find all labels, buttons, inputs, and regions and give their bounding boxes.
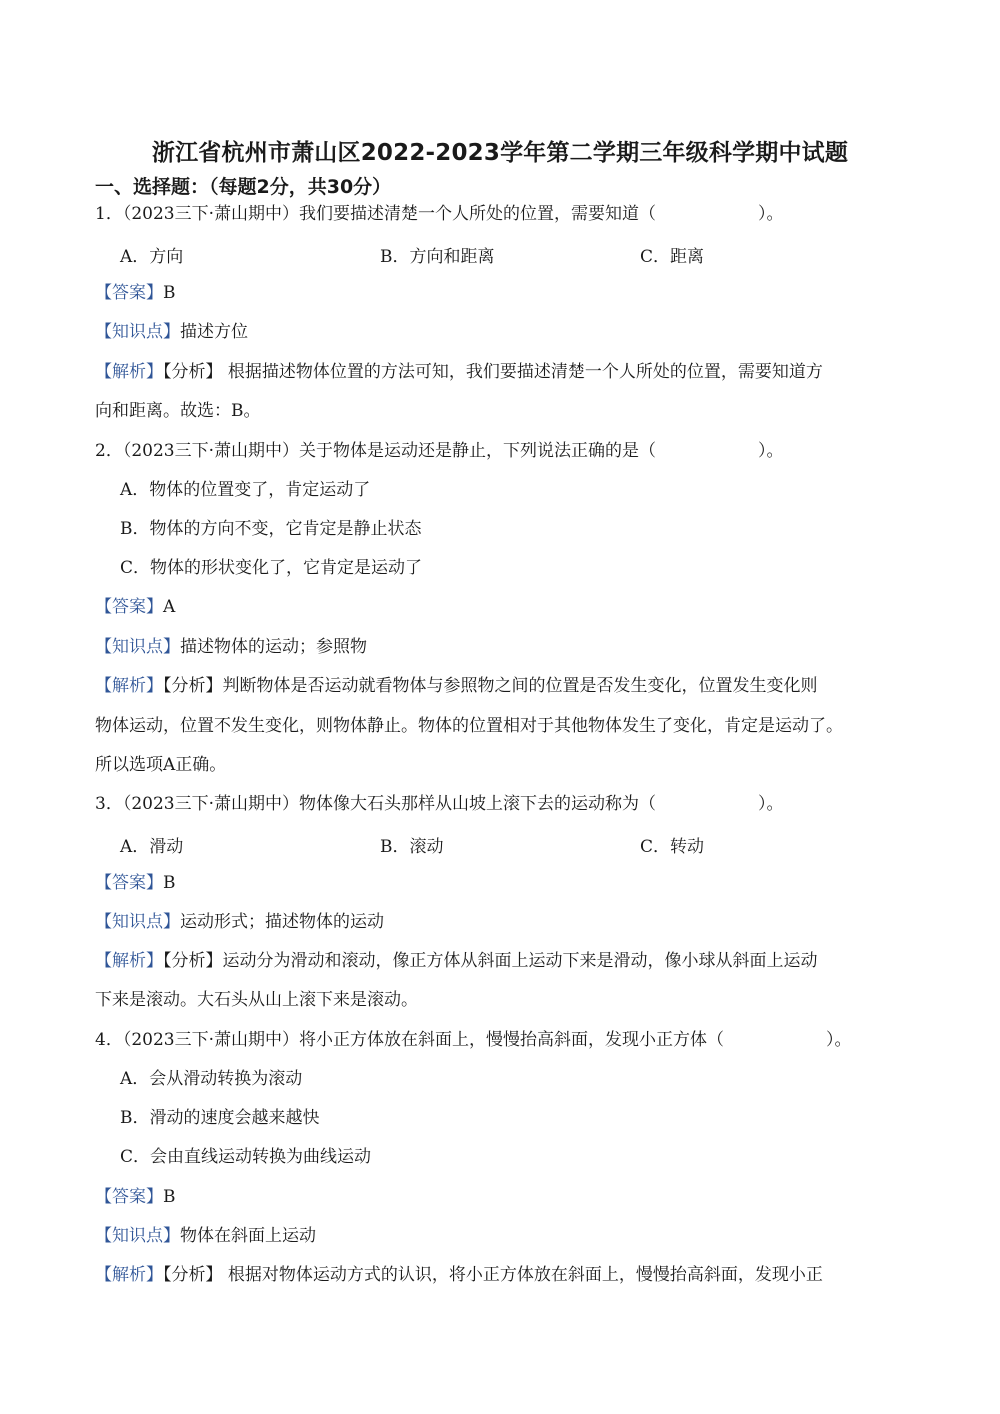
question-3-stem: 3．（2023三下·萧山期中）物体像大石头那样从山坡上滚下去的运动称为（ ）。	[95, 794, 784, 814]
question-3-option-c: C．转动	[640, 837, 705, 857]
knowledge-value: 运动形式；描述物体的运动	[180, 912, 384, 932]
question-3-analysis-cont: 下来是滚动。大石头从山上滚下来是滚动。	[95, 990, 418, 1010]
question-1-option-c: C．距离	[640, 247, 705, 267]
page-title: 浙江省杭州市萧山区2022-2023学年第二学期三年级科学期中试题	[151, 140, 849, 166]
knowledge-tag: 【知识点】	[95, 322, 180, 342]
analysis-tag: 【解析】	[95, 951, 163, 971]
answer-value: A	[163, 597, 176, 617]
question-3-analysis	[95, 950, 818, 972]
knowledge-tag: 【知识点】	[95, 637, 180, 657]
question-1-answer	[95, 282, 176, 304]
question-1-analysis-cont: 向和距离。故选：B。	[95, 401, 261, 421]
question-4-option-a: A．会从滑动转换为滚动	[120, 1069, 303, 1089]
question-2-answer	[95, 596, 175, 618]
answer-tag: 【答案】	[95, 873, 163, 893]
answer-tag: 【答案】	[95, 283, 163, 303]
question-3-knowledge	[95, 911, 384, 933]
question-4-answer	[95, 1186, 176, 1208]
question-3-answer	[95, 872, 176, 894]
knowledge-value: 物体在斜面上运动	[180, 1226, 316, 1246]
question-1-option-b: B．方向和距离	[380, 247, 495, 267]
answer-tag: 【答案】	[95, 1187, 163, 1207]
question-1-stem: 1．（2023三下·萧山期中）我们要描述清楚一个人所处的位置，需要知道（ ）。	[95, 204, 784, 224]
answer-value: B	[163, 873, 176, 893]
analysis-tag: 【解析】	[95, 676, 163, 696]
answer-tag: 【答案】	[95, 597, 163, 617]
knowledge-value: 描述方位	[180, 322, 248, 342]
question-4-option-b: B．滑动的速度会越来越快	[120, 1108, 320, 1128]
analysis-text: 【分析】判断物体是否运动就看物体与参照物之间的位置是否发生变化，位置发生变化则	[163, 676, 818, 696]
answer-value: B	[163, 1187, 176, 1207]
question-2-option-b: B．物体的方向不变，它肯定是静止状态	[120, 519, 422, 539]
analysis-text: 【分析】运动分为滑动和滚动，像正方体从斜面上运动下来是滑动，像小球从斜面上运动	[163, 951, 818, 971]
question-3-option-a: A．滑动	[120, 837, 184, 857]
question-2-option-a: A．物体的位置变了，肯定运动了	[120, 480, 371, 500]
analysis-text: 【分析】 根据对物体运动方式的认识，将小正方体放在斜面上，慢慢抬高斜面，发现小正	[163, 1265, 823, 1285]
answer-value: B	[163, 283, 176, 303]
question-2-option-c: C．物体的形状变化了，它肯定是运动了	[120, 558, 423, 578]
question-4-option-c: C．会由直线运动转换为曲线运动	[120, 1147, 372, 1167]
knowledge-tag: 【知识点】	[95, 912, 180, 932]
question-1-option-a: A．方向	[120, 247, 184, 267]
question-1-knowledge	[95, 321, 248, 343]
question-4-knowledge	[95, 1225, 316, 1247]
question-4-stem: 4．（2023三下·萧山期中）将小正方体放在斜面上，慢慢抬高斜面，发现小正方体（ ）。	[95, 1030, 852, 1050]
knowledge-value: 描述物体的运动；参照物	[180, 637, 367, 657]
question-3-option-b: B．滚动	[380, 837, 444, 857]
question-4-analysis	[95, 1264, 823, 1286]
question-1-analysis	[95, 361, 823, 383]
question-2-analysis-cont: 物体运动，位置不发生变化，则物体静止。物体的位置相对于其他物体发生了变化，肯定是运动了。	[95, 716, 843, 736]
analysis-tag: 【解析】	[95, 1265, 163, 1285]
analysis-text: 【分析】 根据描述物体位置的方法可知，我们要描述清楚一个人所处的位置，需要知道方	[163, 362, 823, 382]
knowledge-tag: 【知识点】	[95, 1226, 180, 1246]
section-heading: 一、选择题：（每题2分，共30分）	[95, 176, 392, 198]
question-2-knowledge	[95, 636, 367, 658]
analysis-tag: 【解析】	[95, 362, 163, 382]
question-2-stem: 2．（2023三下·萧山期中）关于物体是运动还是静止，下列说法正确的是（ ）。	[95, 441, 784, 461]
question-2-analysis	[95, 675, 818, 697]
question-2-analysis-cont: 所以选项A正确。	[95, 755, 227, 775]
